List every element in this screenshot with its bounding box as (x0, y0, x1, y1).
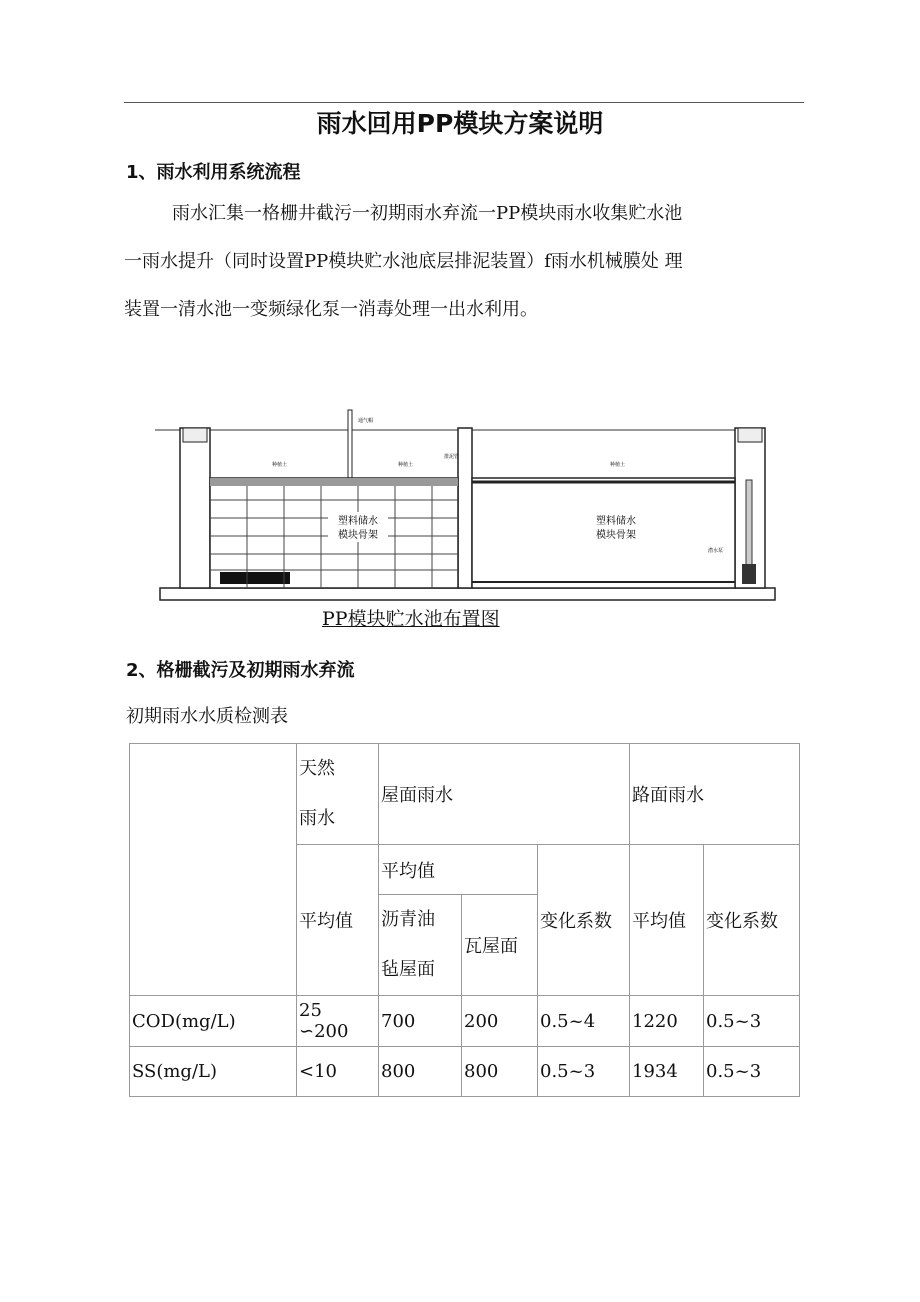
pp-module-tank-diagram (150, 400, 780, 605)
table-row (130, 1047, 800, 1097)
small-label: 种植土 (610, 462, 626, 468)
header-cell: 瓦屋面 (462, 895, 538, 996)
section1-heading: 1、雨水利用系统流程 (126, 162, 301, 183)
row-name: COD(mg/L) (130, 996, 297, 1047)
header-cell: 路面雨水 (630, 744, 800, 845)
header-cell: 平均值 (297, 845, 379, 996)
header-cell: 变化系数 (704, 845, 800, 996)
module-label-left: 塑料储水 (338, 516, 378, 527)
small-label: 潜水泵 (708, 548, 724, 554)
small-label: 种植土 (272, 462, 288, 468)
cell: 25 ∽200 (297, 996, 379, 1047)
middle-well (458, 428, 472, 588)
vent-pipe (348, 410, 352, 478)
cell: 0.5~3 (538, 1047, 630, 1097)
header-cell: 平均值 (630, 845, 704, 996)
header-cell: 天然雨水 (297, 744, 379, 845)
module-label-right: 塑料储水 (596, 516, 636, 527)
pump-pipe (746, 480, 752, 565)
header-cell: 沥青油毡屋面 (379, 895, 462, 996)
table-header-row (130, 744, 800, 845)
diagram-caption: PP模块贮水池布置图 (322, 608, 500, 630)
cell: 200 (462, 996, 538, 1047)
well-cover (183, 428, 207, 442)
header-cell: 平均值 (379, 845, 538, 895)
section2-heading: 2、格栅截污及初期雨水弃流 (126, 660, 355, 681)
module-label-left: 模块骨架 (338, 530, 378, 541)
cell: 800 (379, 1047, 462, 1097)
small-label: 排泥管 (444, 454, 460, 460)
cell: <10 (297, 1047, 379, 1097)
cell: 0.5~3 (704, 996, 800, 1047)
header-cell: 屋面雨水 (379, 744, 630, 845)
paragraph-line: 一雨水提升（同时设置PP模块贮水池底层排泥装置）f雨水机械膜处 理 (124, 251, 683, 272)
table-caption: 初期雨水水质检测表 (126, 706, 288, 727)
cell: 0.5~4 (538, 996, 630, 1047)
module-label-right: 模块骨架 (596, 530, 636, 541)
cell: 800 (462, 1047, 538, 1097)
cell: 0.5~3 (704, 1047, 800, 1097)
paragraph-line: 装置一清水池一变频绿化泵一消毒处理一出水利用。 (124, 299, 538, 320)
cell: 1934 (630, 1047, 704, 1097)
base-slab (160, 588, 775, 600)
cell: 1220 (630, 996, 704, 1047)
header-rule (124, 102, 804, 103)
left-grit-well (180, 428, 210, 588)
submersible-pump-icon (742, 564, 756, 584)
small-label: 种植土 (398, 462, 414, 468)
well-cover (738, 428, 762, 442)
row-name: SS(mg/L) (130, 1047, 297, 1097)
table-row (130, 996, 800, 1047)
gravel-layer (210, 478, 458, 486)
cell: 700 (379, 996, 462, 1047)
paragraph-line: 雨水汇集一格栅井截污一初期雨水弃流一PP模块雨水收集贮水池 (172, 203, 683, 224)
sludge-layer (220, 572, 290, 584)
page-title: 雨水回用PP模块方案说明 (316, 109, 604, 138)
water-quality-table (129, 743, 800, 1097)
small-label: 通气帽 (358, 418, 374, 424)
corner-cell (130, 744, 297, 996)
header-cell: 变化系数 (538, 845, 630, 996)
section1-paragraph (124, 190, 814, 334)
